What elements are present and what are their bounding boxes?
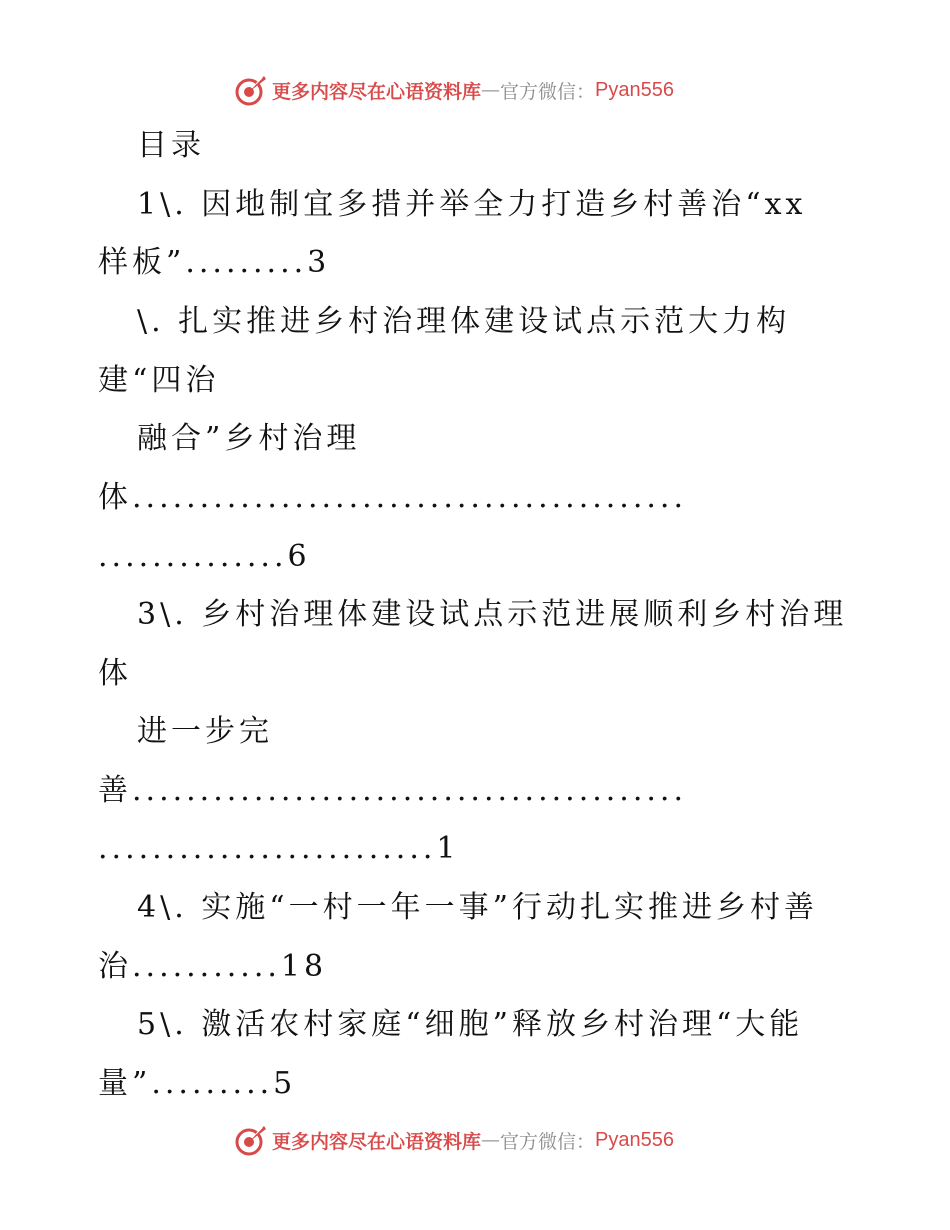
- toc-entry-3-line-1: 3\. 乡村治理体建设试点示范进展顺利乡村治理: [137, 597, 848, 632]
- toc-entry-1-line-2: 样板”.........3: [98, 245, 331, 280]
- banner-site-text: 更多内容尽在心语资料库: [272, 1130, 482, 1153]
- banner-dash: —: [481, 79, 501, 101]
- banner-wechat-label: 官方微信：: [500, 1130, 596, 1153]
- quill-pen-logo-icon: [234, 73, 268, 107]
- quill-pen-logo-icon: [234, 1123, 268, 1157]
- header-banner: [234, 72, 674, 108]
- toc-entry-2-line-1: \. 扎实推进乡村治理体建设试点示范大力构: [137, 304, 791, 339]
- toc-entry-3-line-2: 体: [98, 656, 132, 691]
- toc-entry-5-line-1: 5\. 激活农村家庭“细胞”释放乡村治理“大能: [137, 1007, 804, 1042]
- toc-entry-4-line-2: 治...........18: [98, 949, 328, 984]
- toc-entry-1-line-1: 1\. 因地制宜多措并举全力打造乡村善治“xx: [137, 187, 807, 222]
- toc-entry-3-line-3: 进一步完: [137, 714, 273, 749]
- banner-wechat-id: Pyan556: [595, 78, 674, 101]
- toc-entry-2-line-3: 融合”乡村治理: [137, 421, 361, 456]
- toc-entry-3-line-5: .........................1: [98, 831, 460, 866]
- banner-dash: —: [481, 1129, 501, 1151]
- banner-wechat-label: 官方微信：: [500, 80, 596, 103]
- toc-entry-3-line-4: 善.........................................: [98, 773, 687, 808]
- banner-site-text: 更多内容尽在心语资料库: [272, 80, 482, 103]
- banner-wechat-id: Pyan556: [595, 1128, 674, 1151]
- footer-banner: [234, 1122, 674, 1158]
- toc-entry-2-line-5: ..............6: [98, 539, 311, 574]
- toc-entry-2-line-2: 建“四治: [98, 363, 220, 398]
- toc-heading: 目录: [137, 128, 205, 163]
- toc-entry-4-line-1: 4\. 实施“一村一年一事”行动扎实推进乡村善: [137, 890, 818, 925]
- toc-entry-2-line-4: 体.........................................: [98, 480, 687, 515]
- toc-entry-5-line-2: 量”.........5: [98, 1066, 297, 1101]
